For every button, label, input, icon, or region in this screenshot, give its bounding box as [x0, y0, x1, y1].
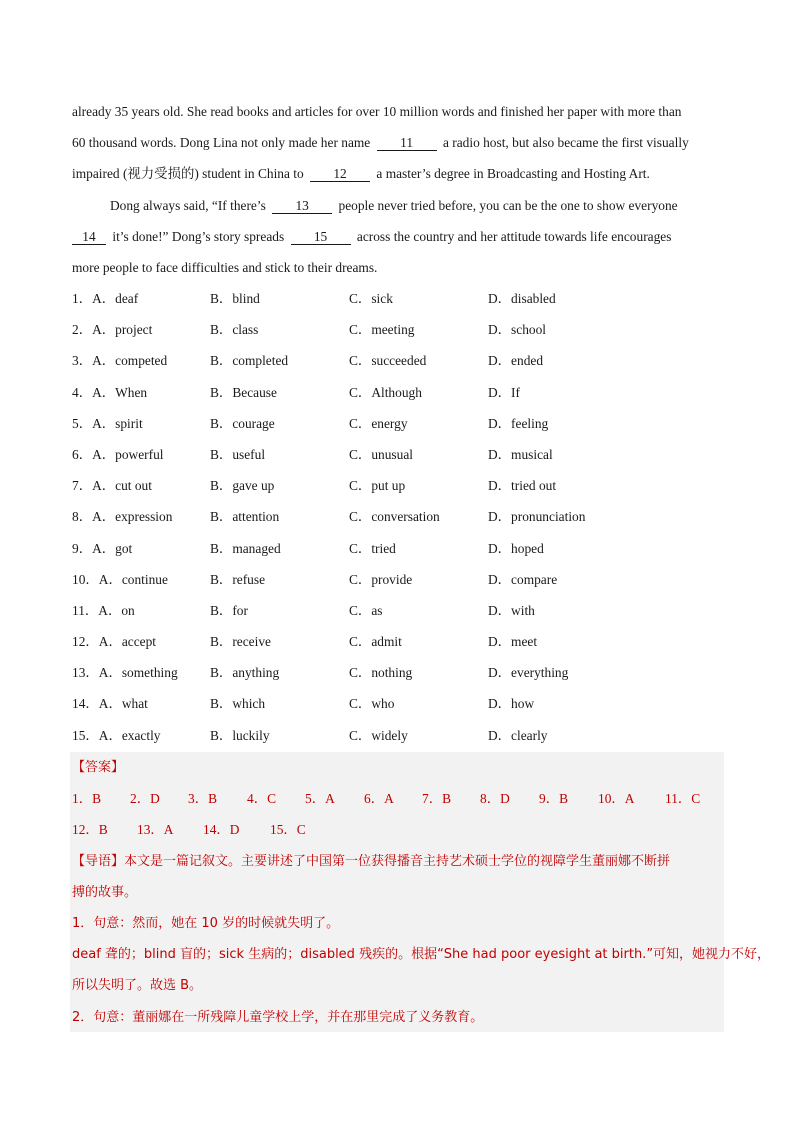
question-row	[72, 379, 732, 410]
option-b[interactable]: B．useful	[210, 446, 266, 462]
option-c[interactable]: C．nothing	[349, 665, 413, 681]
question-row	[72, 659, 732, 690]
option-b[interactable]: B．attention	[210, 509, 280, 525]
option-b[interactable]: B．which	[210, 696, 266, 712]
passage-text: Dong always said, “If there’s	[110, 197, 270, 213]
option-b[interactable]: B．blind	[210, 291, 260, 306]
passage-line	[72, 130, 732, 161]
question-row	[72, 472, 732, 503]
blank-11[interactable]: 11	[377, 135, 437, 151]
option-c[interactable]: C．admit	[349, 634, 402, 650]
passage-text: a master’s degree in Broadcasting and Hosting Art.	[373, 166, 650, 182]
passage-line	[72, 255, 732, 286]
option-b[interactable]: B．courage	[210, 415, 275, 431]
option-a[interactable]: 15．A．exactly	[72, 727, 161, 743]
blank-15[interactable]: 15	[291, 229, 351, 245]
option-c[interactable]: C．widely	[349, 727, 408, 743]
option-d[interactable]: D．how	[488, 696, 535, 712]
answer-section	[72, 754, 771, 1035]
question-row	[72, 690, 732, 721]
option-b[interactable]: B．completed	[210, 353, 289, 369]
question-row	[72, 316, 732, 347]
option-d[interactable]: D．hoped	[488, 540, 544, 556]
answer-item: 3．B	[188, 791, 218, 807]
option-c[interactable]: C．as	[349, 602, 383, 618]
passage-text: more people to face difficulties and stick to their dreams.	[72, 259, 378, 275]
question-row	[72, 441, 732, 472]
option-c[interactable]: C．provide	[349, 571, 413, 587]
answer-item: 4．C	[247, 791, 277, 807]
option-b[interactable]: B．managed	[210, 540, 281, 556]
option-c[interactable]: C．tried	[349, 540, 396, 556]
answer-row	[72, 785, 732, 816]
blank-12[interactable]: 12	[310, 166, 370, 182]
q2-title: 2．句意：董丽娜在一所残障儿童学校上学，并在那里完成了义务教育。	[72, 1009, 484, 1025]
passage-line	[72, 224, 732, 255]
option-a[interactable]: 6．A．powerful	[72, 446, 164, 462]
option-b[interactable]: B．gave up	[210, 478, 275, 494]
passage	[72, 99, 732, 286]
answer-item: 6．A	[364, 791, 394, 807]
guide-line: 【导语】本文是一篇记叙文。主要讲述了中国第一位获得播音主持艺术硕士学位的视障学生董丽娜不断拼	[72, 853, 671, 869]
passage-text: 60 thousand words. Dong Lina not only made her name	[72, 135, 374, 151]
option-d[interactable]: D．pronunciation	[488, 509, 586, 525]
option-a[interactable]: 9．A．got	[72, 540, 133, 556]
option-c[interactable]: C．sick	[349, 291, 393, 306]
passage-text: across the country and her attitude towards life encourages	[353, 228, 672, 244]
answer-item: 9．B	[539, 791, 569, 807]
question-row	[72, 410, 732, 441]
answer-item: 11．C	[665, 791, 701, 807]
answer-item: 14．D	[203, 822, 240, 838]
option-a[interactable]: 12．A．accept	[72, 634, 157, 650]
option-a[interactable]: 10．A．continue	[72, 571, 168, 587]
question-row	[72, 722, 732, 753]
option-c[interactable]: C．conversation	[349, 509, 440, 525]
answer-row	[72, 816, 732, 847]
passage-text: impaired (视力受损的) student in China to	[72, 166, 308, 182]
answer-item: 13．A	[137, 822, 174, 838]
option-d[interactable]: D．compare	[488, 571, 558, 587]
option-b[interactable]: B．refuse	[210, 571, 266, 587]
answer-heading: 【答案】	[72, 760, 125, 775]
passage-line	[72, 99, 732, 130]
option-a[interactable]: 4．A．When	[72, 384, 148, 400]
option-a[interactable]: 13．A．something	[72, 665, 178, 681]
passage-text: it’s done!” Dong’s story spreads	[109, 228, 288, 244]
option-b[interactable]: B．anything	[210, 665, 280, 681]
q1-explanation: deaf 聋的；blind 盲的；sick 生病的；disabled 残疾的。根据“She had poor eyesight at birth.”可知，她视力不好，	[72, 947, 771, 963]
blank-14[interactable]: 14	[72, 229, 106, 245]
question-options	[72, 285, 732, 753]
option-d[interactable]: D．If	[488, 384, 520, 400]
question-row	[72, 347, 732, 378]
question-row	[72, 503, 732, 534]
option-c[interactable]: C．Although	[349, 384, 422, 400]
answer-item: 10．A	[598, 791, 635, 807]
passage-line	[72, 193, 732, 224]
question-row	[72, 597, 732, 628]
option-a[interactable]: 7．A．cut out	[72, 478, 152, 494]
option-a[interactable]: 8．A．expression	[72, 509, 173, 525]
passage-text: a radio host, but also became the first visually	[439, 135, 689, 151]
answer-item: 1．B	[72, 791, 102, 807]
answer-item: 2．D	[130, 791, 160, 807]
question-row	[72, 535, 732, 566]
option-d[interactable]: D．disabled	[488, 291, 556, 306]
option-c[interactable]: C．meeting	[349, 322, 415, 338]
answer-item: 5．A	[305, 791, 335, 807]
option-d[interactable]: D．clearly	[488, 727, 548, 743]
option-b[interactable]: B．class	[210, 322, 259, 338]
blank-13[interactable]: 13	[272, 198, 332, 214]
option-a[interactable]: 3．A．competed	[72, 353, 168, 369]
option-c[interactable]: C．succeeded	[349, 353, 427, 369]
option-b[interactable]: B．receive	[210, 634, 271, 650]
option-d[interactable]: D．ended	[488, 353, 544, 369]
option-c[interactable]: C．energy	[349, 415, 408, 431]
question-row	[72, 628, 732, 659]
option-a[interactable]: 11．A．on	[72, 602, 135, 618]
option-a[interactable]: 2．A．project	[72, 322, 153, 338]
answer-item: 7．B	[422, 791, 452, 807]
option-d[interactable]: D．with	[488, 602, 535, 618]
option-a[interactable]: 14．A．what	[72, 696, 148, 712]
option-d[interactable]: D．musical	[488, 446, 553, 462]
passage-text: already 35 years old. She read books and articles for over 10 million words and finished her paper with more than	[72, 104, 682, 119]
question-row	[72, 285, 732, 316]
answer-item: 12．B	[72, 822, 108, 838]
passage-text: people never tried before, you can be the one to show everyone	[335, 197, 678, 213]
option-d[interactable]: D．feeling	[488, 415, 549, 431]
option-b[interactable]: B．Because	[210, 384, 277, 400]
option-c[interactable]: C．put up	[349, 478, 406, 494]
option-d[interactable]: D．tried out	[488, 478, 557, 494]
guide-line: 搏的故事。	[72, 884, 138, 900]
option-d[interactable]: D．school	[488, 322, 547, 338]
option-d[interactable]: D．meet	[488, 634, 538, 650]
q1-explanation: 所以失明了。故选 B。	[72, 978, 203, 994]
option-c[interactable]: C．unusual	[349, 446, 413, 462]
option-b[interactable]: B．luckily	[210, 727, 270, 743]
option-b[interactable]: B．for	[210, 602, 248, 618]
q1-title: 1．句意：然而，她在 10 岁的时候就失明了。	[72, 915, 340, 931]
option-d[interactable]: D．everything	[488, 665, 569, 681]
option-c[interactable]: C．who	[349, 696, 395, 712]
option-a[interactable]: 1．A．deaf	[72, 291, 139, 306]
answer-item: 8．D	[480, 791, 510, 807]
passage-line	[72, 161, 732, 192]
option-a[interactable]: 5．A．spirit	[72, 415, 143, 431]
question-row	[72, 566, 732, 597]
answer-item: 15．C	[270, 822, 306, 838]
